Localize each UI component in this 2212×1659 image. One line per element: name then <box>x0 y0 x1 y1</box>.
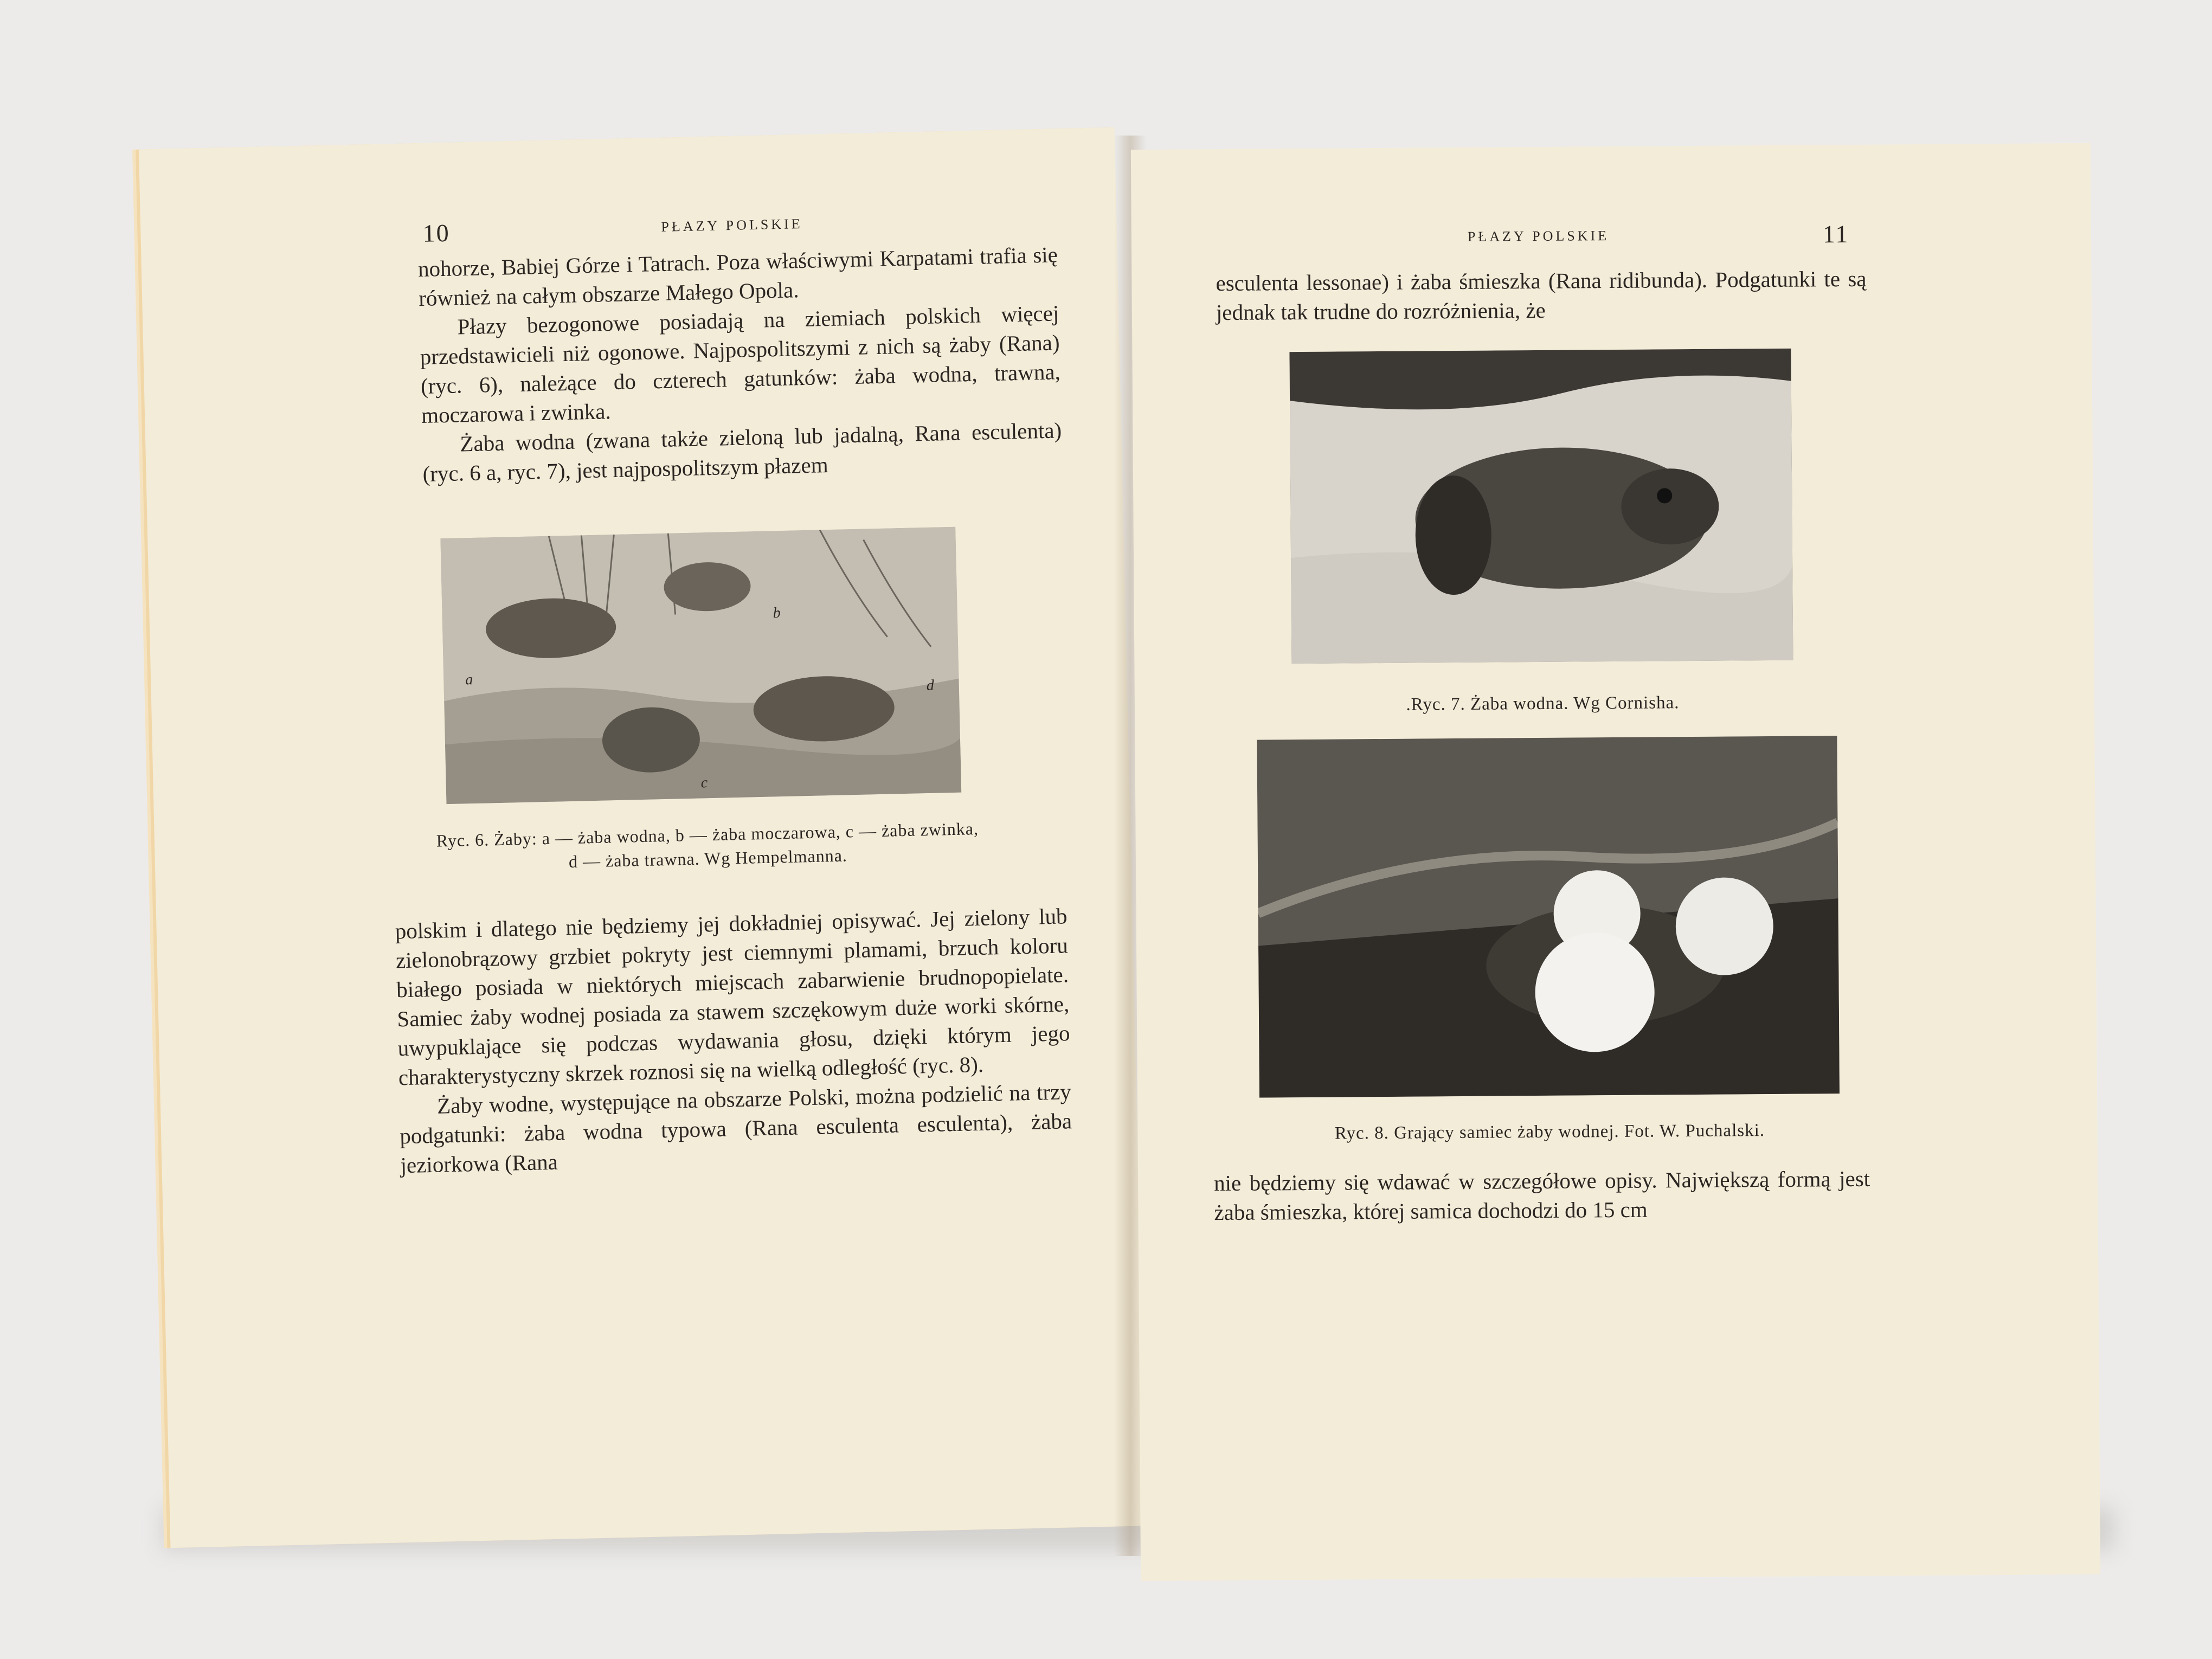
frogs-drawing <box>440 527 961 804</box>
figure-7-caption: .Ryc. 7. Żaba wodna. Wg Cornisha. <box>1406 693 1680 715</box>
label-d: d <box>926 677 935 695</box>
left-paragraph-1: nohorze, Babiej Górze i Tatrach. Poza właściwymi Karpatami trafia się również na całym obszarze Małego Opola. <box>417 242 1058 311</box>
label-a: a <box>465 671 473 689</box>
right-page-number: 11 <box>1822 220 1849 248</box>
figure-6-frogs-illustration <box>440 527 961 804</box>
left-paragraph-2: Płazy bezogonowe posiadają na ziemiach polskich więcej przedstawicieli niż ogonowe. Najpospolitszymi z nich są żaby (Rana) (ryc. 6), należące do czterech gatunków: żaba wodna, trawna, moczarowa i zwinka. <box>420 300 1061 428</box>
figure-6-caption-line-2: d — żaba trawna. Wg Hempelmanna. <box>568 845 848 872</box>
figure-6-caption <box>415 816 1001 877</box>
left-text-bottom <box>395 901 1073 1180</box>
vocal-sac-reflection <box>1535 933 1655 1053</box>
frog-photo-8 <box>1257 736 1840 1097</box>
right-paragraph-2: nie będziemy się wdawać w szczegółowe opisy. Największą formą jest żaba śmieszka, której samica dochodzi do 15 cm <box>1213 1166 1870 1225</box>
right-text-bottom <box>1214 1164 1870 1227</box>
label-c: c <box>700 774 708 792</box>
figure-6-caption-line-1: Ryc. 6. Żaby: a — żaba wodna, b — żaba moczarowa, c — żaba zwinka, <box>436 818 979 851</box>
figure-8-caption: Ryc. 8. Grający samiec żaby wodnej. Fot. W. Puchalski. <box>1334 1121 1765 1143</box>
left-paragraph-5: Żaby wodne, występujące na obszarze Polski, można podzielić na trzy podgatunki: żaba wodna typowa (Rana esculenta esculenta), żaba jeziorkowa (Rana <box>399 1079 1072 1178</box>
left-page-number: 10 <box>422 218 451 247</box>
vocal-sac-right <box>1675 877 1773 975</box>
left-running-head: PŁAZY POLSKIE <box>661 216 803 235</box>
right-page <box>1131 143 2100 1581</box>
figure-7-frog-photo <box>1289 349 1793 664</box>
frog-photo-7 <box>1289 349 1793 664</box>
label-b: b <box>773 605 781 622</box>
right-text-top <box>1216 264 1867 327</box>
left-paragraph-3: Żaba wodna (zwana także zieloną lub jadalną, Rana esculenta) (ryc. 6 a, ryc. 7), jest najpospolitszym płazem <box>422 417 1062 487</box>
right-paragraph-1: esculenta lessonae) i żaba śmieszka (Rana ridibunda). Podgatunki te są jednak tak trudne do rozróżnienia, że <box>1216 266 1867 325</box>
right-running-head: PŁAZY POLSKIE <box>1467 228 1610 245</box>
left-text-top <box>417 240 1062 488</box>
left-page <box>139 127 1146 1548</box>
left-paragraph-4: polskim i dlatego nie będziemy jej dokładniej opisywać. Jej zielony lub zielonobrązowy grzbiet pokryty jest ciemnymi plamami, brzuch koloru białego posiada w niektórych miejscach zabarwienie brudnopopielate. Samiec żaby wodnej posiada za stawem szczękowym duże worki skórne, uwypuklające się podczas wydawania głosu, dzięki którym jego charakterystyczny skrzek roznosi się na wielką odległość (ryc. 8). <box>395 903 1070 1090</box>
figure-8-frog-photo <box>1257 736 1840 1097</box>
